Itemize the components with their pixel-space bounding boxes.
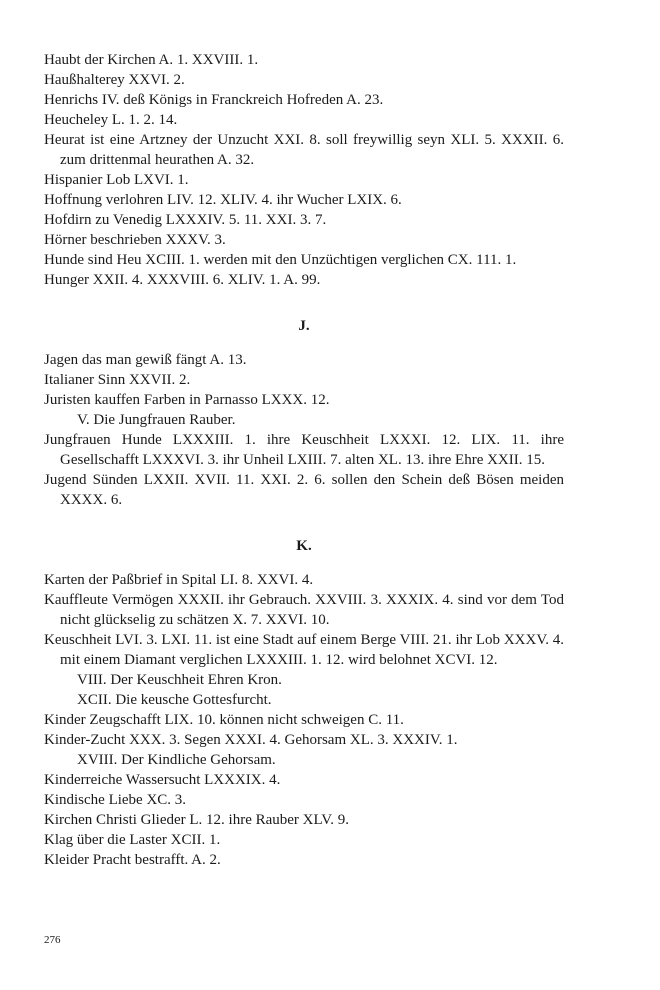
index-entry: Jagen das man gewiß fängt A. 13. <box>44 352 247 368</box>
index-entry: Hoffnung verlohren LIV. 12. XLIV. 4. ihr Wucher LXIX. 6. <box>44 192 402 208</box>
index-entry: Klag über die Laster XCII. 1. <box>44 832 221 848</box>
index-entry: Kleider Pracht bestrafft. A. 2. <box>44 852 221 868</box>
index-entry: Hunger XXII. 4. XXXVIII. 6. XLIV. 1. A. 99. <box>44 272 321 288</box>
index-entry: Jugend Sünden LXXII. XVII. 11. XXI. 2. 6. sollen den Schein deß Bösen meiden XXXX. 6. <box>44 472 564 508</box>
index-page <box>44 50 564 870</box>
index-entry: Kauffleute Vermögen XXXII. ihr Gebrauch. XXVIII. 3. XXXIX. 4. sind vor dem Tod nicht glückselig zu schätzen X. 7. XXVI. 10. <box>44 592 564 628</box>
index-entry: Hörner beschrieben XXXV. 3. <box>44 232 226 248</box>
index-entry: Keuschheit LVI. 3. LXI. 11. ist eine Stadt auf einem Berge VIII. 21. ihr Lob XXXV. 4. mit einem Diamant verglichen LXXXIII. 1. 12. wird belohnet XCVI. 12. <box>44 632 564 668</box>
index-entry: Karten der Paßbrief in Spital LI. 8. XXVI. 4. <box>44 572 314 588</box>
cross-reference: V. Die Jungfrauen Rauber. <box>77 412 236 428</box>
section-j <box>44 350 564 510</box>
index-entry: Hofdirn zu Venedig LXXXIV. 5. 11. XXI. 3. 7. <box>44 212 327 228</box>
index-entry: Kinder-Zucht XXX. 3. Segen XXXI. 4. Gehorsam XL. 3. XXXIV. 1. <box>44 732 458 748</box>
page-number: 276 <box>44 934 61 946</box>
cross-reference: VIII. Der Keuschheit Ehren Kron. <box>77 672 282 688</box>
index-entry: Heucheley L. 1. 2. 14. <box>44 112 178 128</box>
index-entry: Henrichs IV. deß Königs in Franckreich Hofreden A. 23. <box>44 92 384 108</box>
index-entry: Haußhalterey XXVI. 2. <box>44 72 185 88</box>
index-entry: Haubt der Kirchen A. 1. XXVIII. 1. <box>44 52 259 68</box>
index-entry: Kinder Zeugschafft LIX. 10. können nicht schweigen C. 11. <box>44 712 404 728</box>
index-entry: Hispanier Lob LXVI. 1. <box>44 172 189 188</box>
section-h <box>44 50 564 290</box>
index-entry: Heurat ist eine Artzney der Unzucht XXI. 8. soll freywillig seyn XLI. 5. XXXII. 6. zum drittenmal heurathen A. 32. <box>44 132 564 168</box>
section-heading-j: J. <box>298 318 310 334</box>
index-entry: Juristen kauffen Farben in Parnasso LXXX. 12. <box>44 392 330 408</box>
index-entry: Kirchen Christi Glieder L. 12. ihre Rauber XLV. 9. <box>44 812 349 828</box>
index-entry: Kindische Liebe XC. 3. <box>44 792 187 808</box>
cross-reference: XCII. Die keusche Gottesfurcht. <box>77 692 272 708</box>
index-entry: Hunde sind Heu XCIII. 1. werden mit den Unzüchtigen verglichen CX. 111. 1. <box>44 252 517 268</box>
cross-reference: XVIII. Der Kindliche Gehorsam. <box>77 752 276 768</box>
index-entry: Kinderreiche Wassersucht LXXXIX. 4. <box>44 772 281 788</box>
section-k <box>44 570 564 870</box>
index-entry: Jungfrauen Hunde LXXXIII. 1. ihre Keuschheit LXXXI. 12. LIX. 11. ihre Gesellschafft LXXXVI. 3. ihr Unheil LXIII. 7. alten XL. 13. ihre Ehre XXII. 15. <box>44 432 564 468</box>
section-heading-k: K. <box>296 538 312 554</box>
index-entry: Italianer Sinn XXVII. 2. <box>44 372 191 388</box>
